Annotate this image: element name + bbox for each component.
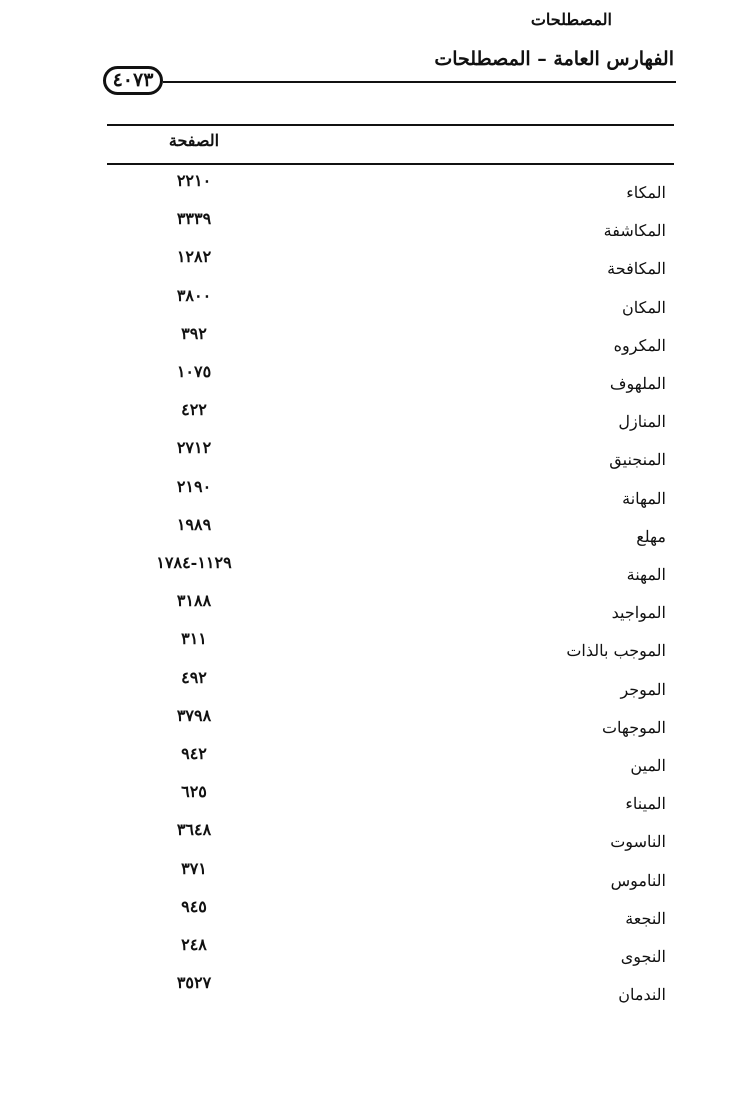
page-number: ٤٠٧٣ xyxy=(112,69,154,91)
entry-term: المهانة xyxy=(622,488,666,508)
index-entry xyxy=(107,784,674,822)
entry-page-numbers: ٦٢٥ xyxy=(181,782,207,802)
entry-page-numbers: ٢١٩٠ xyxy=(176,476,212,496)
index-entry xyxy=(107,593,674,631)
index-entry xyxy=(107,285,674,326)
index-entry xyxy=(107,173,674,211)
index-entry xyxy=(107,555,674,593)
header-rule xyxy=(163,81,676,83)
index-entry xyxy=(107,937,674,975)
entry-term: المكروه xyxy=(613,335,666,355)
entry-term: المكان xyxy=(621,297,666,317)
index-entry xyxy=(107,667,674,708)
entry-term: المنازل xyxy=(618,412,666,432)
entry-page-numbers: ٣٣٣٩ xyxy=(176,209,212,229)
entry-term: المواجيد xyxy=(611,603,666,623)
entry-page-numbers: ٤٢٢ xyxy=(181,400,207,420)
table-top-rule xyxy=(107,124,674,126)
index-entry xyxy=(107,323,674,364)
entry-page-numbers: ٣٧١ xyxy=(181,858,207,878)
entry-page-numbers: ٣٨٠٠ xyxy=(176,285,212,305)
entry-term: الموجهات xyxy=(601,717,666,737)
entry-page-numbers: ١٠٧٥ xyxy=(176,362,212,381)
entry-page-numbers: ٣١٨٨ xyxy=(176,591,212,611)
entry-page-numbers: ٢٤٨ xyxy=(181,935,207,954)
page-number-badge xyxy=(103,66,163,95)
running-head-title: الفهارس العامة – المصطلحات xyxy=(434,48,674,70)
index-entry xyxy=(107,249,674,287)
entry-page-numbers: ٣٩٢ xyxy=(181,323,207,343)
entry-page-numbers: ٣١١ xyxy=(181,629,207,649)
entry-page-numbers: ١٧٨٤-١١٢٩ xyxy=(156,553,232,572)
index-entry xyxy=(107,440,674,478)
entry-term: الموجر xyxy=(620,679,666,699)
entry-term: المنجنيق xyxy=(609,450,666,470)
entry-term: الميناء xyxy=(625,794,666,814)
index-entry xyxy=(107,858,674,899)
entry-term: المهنة xyxy=(626,565,666,584)
entry-page-numbers: ١٢٨٢ xyxy=(176,247,212,267)
entry-term: الناموس xyxy=(610,870,666,890)
index-entry xyxy=(107,402,674,440)
entry-term: المكافحة xyxy=(607,259,666,279)
entry-term: مهلع xyxy=(636,526,666,546)
index-entry xyxy=(107,822,674,860)
entry-page-numbers: ٩٤٢ xyxy=(181,744,207,763)
index-entry xyxy=(107,476,674,517)
page-column-header: الصفحة xyxy=(168,131,220,150)
terms-column-header: المصطلحات xyxy=(530,10,612,29)
index-entry xyxy=(107,896,674,937)
entry-term: الندمان xyxy=(618,985,666,1005)
index-entry xyxy=(107,631,674,669)
entry-page-numbers: ٤٩٢ xyxy=(181,667,207,687)
entry-page-numbers: ٣٧٩٨ xyxy=(176,705,212,725)
entry-page-numbers: ١٩٨٩ xyxy=(176,514,212,534)
entry-page-numbers: ٢٢١٠ xyxy=(176,171,212,190)
entry-page-numbers: ٣٦٤٨ xyxy=(176,820,212,840)
index-entry xyxy=(107,514,674,555)
entry-term: المكاء xyxy=(626,183,666,202)
entry-page-numbers: ٣٥٢٧ xyxy=(176,973,212,993)
entry-term: الموجب بالذات xyxy=(566,641,666,661)
index-entry xyxy=(107,746,674,784)
entry-page-numbers: ٩٤٥ xyxy=(181,896,207,916)
entry-term: النجعة xyxy=(625,908,666,928)
index-entry xyxy=(107,975,674,1013)
entry-term: النجوى xyxy=(620,947,666,966)
index-entry xyxy=(107,211,674,249)
index-entry xyxy=(107,364,674,402)
entry-term: المكاشفة xyxy=(603,221,666,241)
table-header-rule xyxy=(107,163,674,165)
entry-term: الملهوف xyxy=(609,374,666,393)
index-entry xyxy=(107,705,674,746)
entry-term: الناسوت xyxy=(610,832,666,852)
entry-page-numbers: ٢٧١٢ xyxy=(176,438,212,458)
entry-term: المين xyxy=(630,756,666,775)
